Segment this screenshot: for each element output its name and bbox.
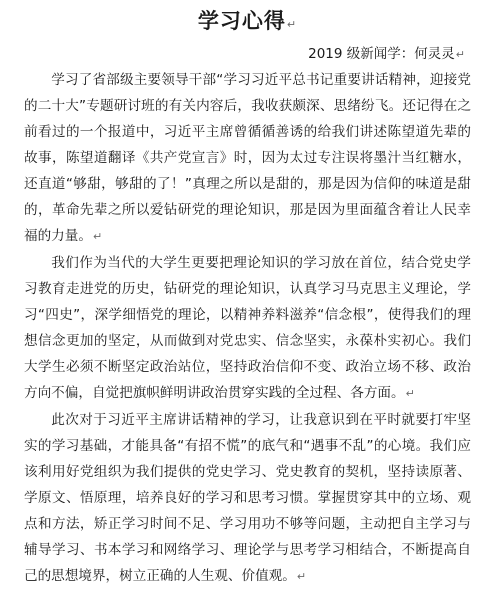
title-text: 学习心得 bbox=[197, 9, 286, 33]
paragraph-mark-icon: ↵ bbox=[286, 18, 298, 31]
paragraph-mark-icon: ↵ bbox=[92, 230, 103, 243]
paragraph-1 bbox=[24, 67, 471, 250]
paragraph-1-text: 学习了省部级主要领导干部“学习习近平总书记重要讲话精神，迎接党的二十大”专题研讨班的有关内容后，我收获颇深、思绪纷飞。还记得在之前看过的一个报道中，习近平主席曾循循善诱的给我们讲述陈望道先辈的故事，陈望道翻译《共产党宣言》时，因为太过专注误将墨汁当红糖水，还直道“够甜，够甜的了！”真理之所以是甜的，那是因为信仰的味道是甜的，革命先辈之所以爱钻研党的理论知识，那是因为里面蕴含着让人民幸福的力量。 bbox=[24, 72, 471, 244]
paragraph-mark-icon: ↵ bbox=[296, 570, 307, 583]
document-title bbox=[24, 6, 471, 40]
paragraph-3-text: 此次对于习近平主席讲话精神的学习，让我意识到在平时就要打牢坚实的学习基础，才能具备“有招不慌”的底气和“遇事不乱”的心境。我们应该利用好党组织为我们提供的党史学习、党史教育的契机，坚持读原著、学原文、悟原理，培养良好的学习和思考习惯。掌握贯穿其中的立场、观点和方法，矫正学习时间不足、学习用功不够等问题，主动把自主学习与辅导学习、书本学习和网络学习、理论学与思考学习相结合，不断提高自己的思想境界，树立正确的人生观、价值观。 bbox=[24, 412, 471, 584]
paragraph-mark-icon: ↵ bbox=[405, 387, 415, 400]
author-text: 2019 级新闻学：何灵灵 bbox=[308, 46, 455, 62]
paragraph-3 bbox=[24, 407, 471, 590]
paragraph-2-text: 我们作为当代的大学生更要把理论知识的学习放在首位，结合党史学习教育走进党的历史，钻研党的理论知识，认真学习马克思主义理论，学习“四史”，深学细悟党的理论，以精神养料滋养“信念根”，使得我们的理想信念更加的坚定，从而做到对党忠实、信念坚实，永葆朴实初心。我们大学生必须不断坚定政治站位，坚持政治信仰不变、政治立场不移、政治方向不偏，自觉把旗帜鲜明讲政治贯穿实践的全过程、各方面。 bbox=[24, 255, 471, 401]
paragraph-2 bbox=[24, 250, 471, 407]
paragraph-mark-icon: ↵ bbox=[455, 48, 465, 61]
author-line bbox=[24, 44, 471, 65]
